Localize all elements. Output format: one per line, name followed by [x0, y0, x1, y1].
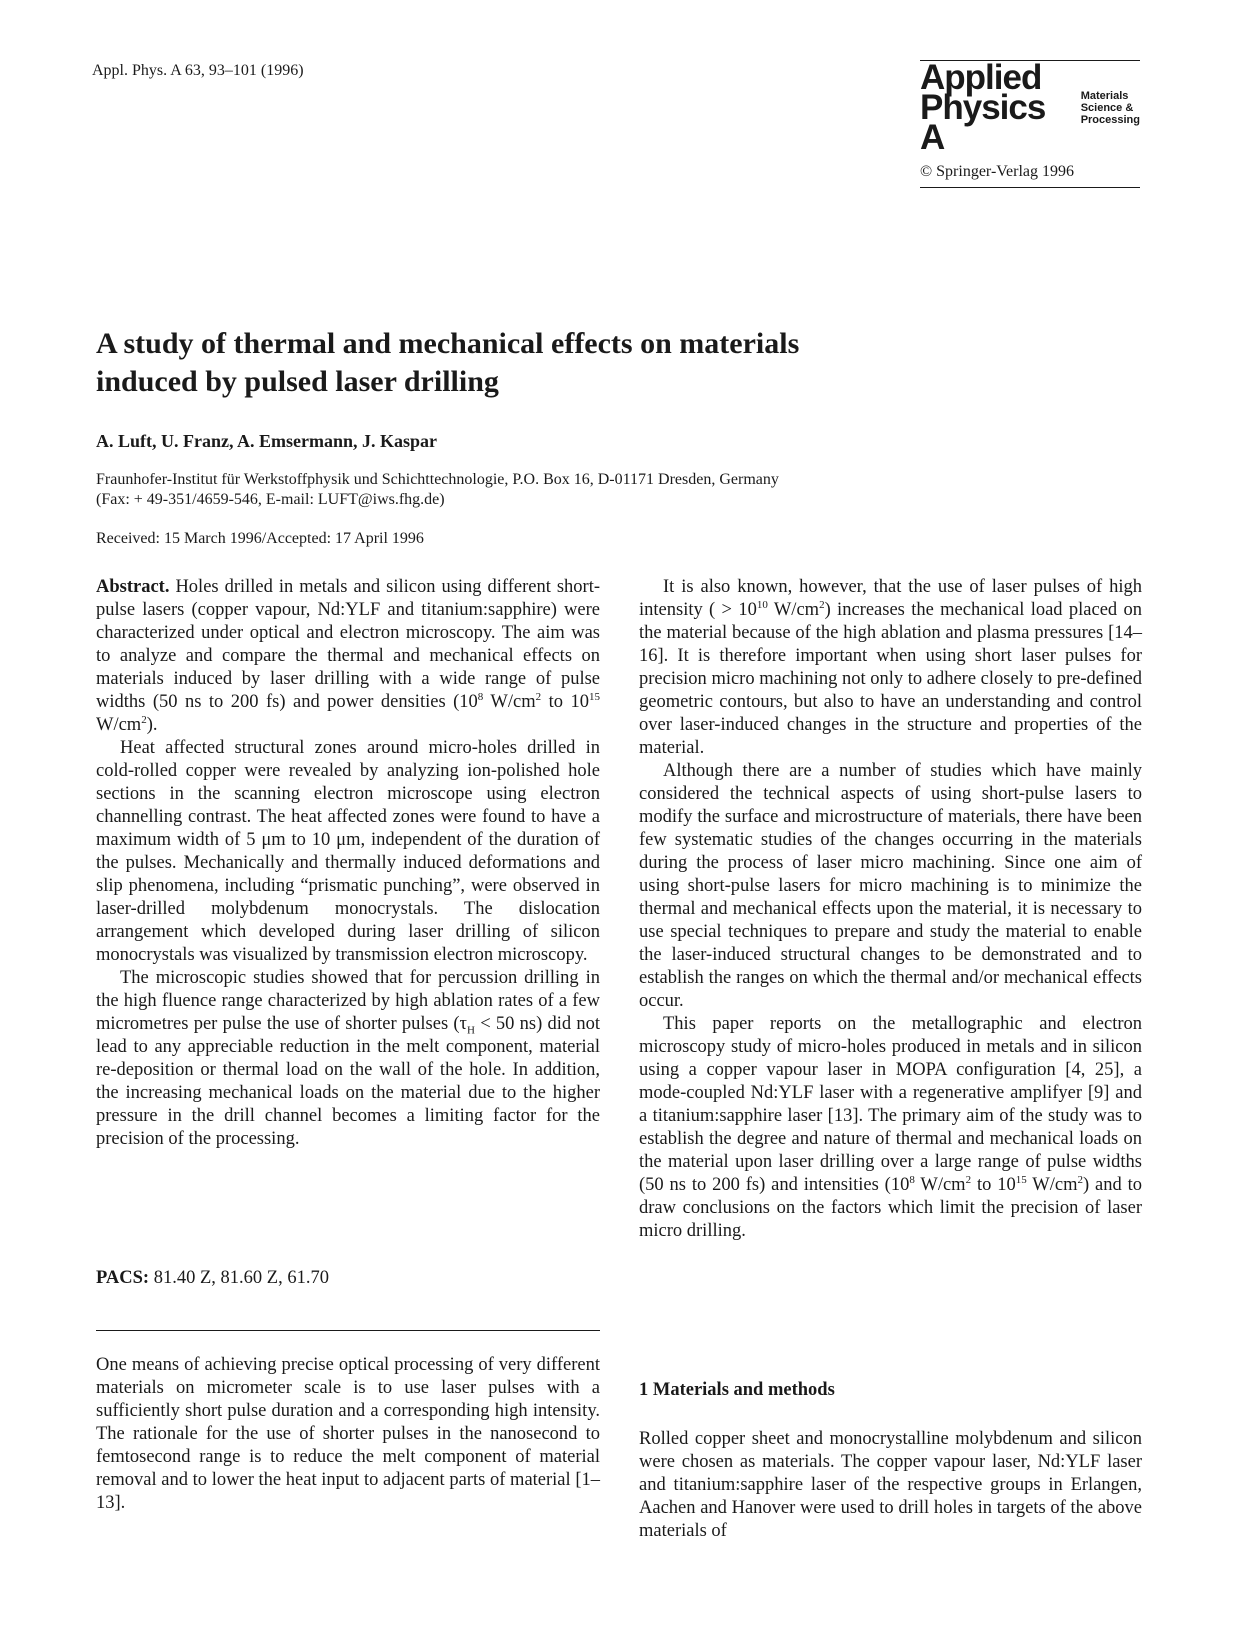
body-text: This paper reports on the metallographic and electron microscopy study of micro-holes produced in metals and in silicon using a copper vapour laser in MOPA configuration [4, 25], a mode-coupled Nd:YLF laser with a regenerative amplifyer [9] and a titanium:sapphire laser [13]. The primary aim of the study was to establish the degree and nature of thermal and mechanical loads on the material upon laser drilling over a large range of pulse widths (50 ns to 200 fs) and intensities (10: [639, 1014, 1142, 1195]
exponent: 2: [965, 1173, 972, 1186]
title-line-1: A study of thermal and mechanical effects on materials: [96, 327, 800, 360]
exponent: 2: [819, 598, 825, 611]
body-text: W/cm: [1026, 1175, 1078, 1195]
pacs-line: [96, 1268, 329, 1289]
body-text: to 10: [971, 1175, 1016, 1195]
abstract-paragraph-1: [96, 576, 600, 737]
abstract-text: W/cm: [483, 692, 536, 712]
body-text: W/cm: [914, 1175, 966, 1195]
abstract-text: < 50 ns) did not lead to any appreciable reduction in the melt component, material re-deposition or thermal load on the wall of the hole. In addition, the increasing mechanical loads on the material due to the higher pressure in the drill channel becomes a limiting factor for the precision of the processing.: [96, 1014, 601, 1149]
abstract-text: W/cm: [96, 715, 142, 735]
logo-sub-science: Science &: [1080, 102, 1134, 114]
logo-sub-processing: Processing: [1080, 114, 1140, 126]
abstract-text: Holes drilled in metals and silicon using different short-pulse lasers (copper vapour, Nd:YLF and titanium:sapphire) were characterized under optical and electron microscopy. The aim was to analyze and compare the thermal and mechanical effects on materials induced by laser drilling with a wide range of pulse widths (50 ns to 200 fs) and power densities (10: [96, 577, 600, 712]
pacs-label: PACS:: [96, 1268, 150, 1288]
abstract-paragraph-2: Heat affected structural zones around micro-holes drilled in cold-rolled copper were revealed by analyzing ion-polished hole sections in the scanning electron microscope using electron channelling contrast. The heat affected zones were found to have a maximum width of 5 μm to 10 μm, independent of the duration of the pulses. Mechanically and thermally induced deformations and slip phenomena, including “prismatic punching”, were observed in laser-drilled molybdenum monocrystals. The dislocation arrangement which developed during laser drilling of silicon monocrystals was visualized by transmission electron microscopy.: [96, 738, 600, 965]
exponent: 15: [1015, 1173, 1027, 1186]
exponent: 8: [477, 690, 484, 703]
abstract-text: to 10: [541, 692, 589, 712]
logo-bottom-rule: [920, 187, 1140, 188]
copyright-line: © Springer-Verlag 1996: [920, 163, 1075, 180]
introduction-column: [96, 1354, 600, 1515]
body-paragraph-2: Although there are a number of studies which have mainly considered the technical aspects of using short-pulse lasers to modify the surface and microstructure of materials, there have been few systematic studies of the changes occurring in the materials during the process of laser micro machining. Since one aim of using short-pulse lasers for micro machining is to minimize the thermal and mechanical effects upon the material, it is necessary to use special techniques to prepare and study the material to enable the laser-induced structural changes to be demonstrated and to establish the ranges on which the thermal and/or mechanical effects occur.: [639, 761, 1142, 1011]
affiliation: [96, 470, 956, 510]
affiliation-line-1: Fraunhofer-Institut für Werkstoffphysik und Schichttechnologie, P.O. Box 16, D-01171 Dresden, Germany: [96, 471, 779, 488]
body-paragraph-1: [639, 576, 1142, 760]
section-1-column: [639, 1428, 1142, 1543]
section-heading: 1 Materials and methods: [639, 1380, 835, 1400]
abstract-paragraph-3: [96, 967, 600, 1151]
body-paragraph-3: [639, 1013, 1142, 1243]
affiliation-line-2: (Fax: + 49-351/4659-546, E-mail: LUFT@iws.fhg.de): [96, 491, 445, 508]
logo-sub-materials: Materials: [1080, 90, 1129, 102]
journal-citation: Appl. Phys. A 63, 93–101 (1996): [92, 62, 304, 79]
body-text: ) increases the mechanical load placed on the material because of the high ablation and plasma pressures [14–16]. It is therefore important when using short laser pulses for precision micro machining not only to adhere closely to pre-defined geometric contours, but also to have an understanding and control over laser-induced changes in the structure and properties of the material.: [639, 600, 1143, 758]
body-text: ) and to draw conclusions on the factors which limit the precision of laser micro drilling.: [639, 1175, 1143, 1241]
abstract-text: The microscopic studies showed that for percussion drilling in the high fluence range characterized by high ablation rates of a few micrometres per pulse the use of shorter pulses (τ: [96, 968, 600, 1034]
paper-title: [96, 325, 996, 401]
section-1-paragraph: Rolled copper sheet and monocrystalline molybdenum and silicon were chosen as materials. The copper vapour laser, Nd:YLF laser and titanium:sapphire laser of the respective groups in Erlangen, Aachen and Hanover were used to drill holes in targets of the above materials of: [639, 1429, 1142, 1541]
abstract-label: Abstract.: [96, 577, 170, 597]
body-text: It is also known, however, that the use of laser pulses of high intensity ( > 10: [639, 577, 1142, 620]
exponent: 2: [141, 713, 147, 726]
exponent: 8: [909, 1173, 915, 1186]
abstract-text: ).: [146, 715, 158, 735]
exponent: 10: [756, 598, 768, 611]
subscript: H: [467, 1024, 475, 1037]
journal-logo: [920, 60, 1140, 188]
abstract-column: [96, 576, 600, 1151]
pacs-codes: 81.40 Z, 81.60 Z, 61.70: [149, 1268, 329, 1288]
intro-paragraph: One means of achieving precise optical processing of very different materials on micrometer scale is to use laser pulses with a sufficiently short pulse duration and a corresponding high intensity. The rationale for the use of shorter pulses in the nanosecond to femtosecond range is to reduce the melt component of material removal and to lower the heat input to adjacent parts of material [1–13].: [96, 1355, 600, 1513]
logo-word-physics: Physics A: [920, 88, 1046, 157]
received-dates: Received: 15 March 1996/Accepted: 17 April 1996: [96, 530, 424, 547]
column-divider-rule: [96, 1330, 600, 1331]
logo-word-applied: Applied: [920, 58, 1042, 97]
body-text: W/cm: [767, 600, 820, 620]
logo-subtitle: [1081, 90, 1140, 126]
exponent: 2: [535, 690, 542, 703]
exponent: 15: [589, 690, 600, 703]
exponent: 2: [1077, 1173, 1083, 1186]
right-column: [639, 576, 1142, 1243]
author-list: A. Luft, U. Franz, A. Emsermann, J. Kaspar: [96, 431, 437, 451]
title-line-2: induced by pulsed laser drilling: [96, 365, 499, 398]
